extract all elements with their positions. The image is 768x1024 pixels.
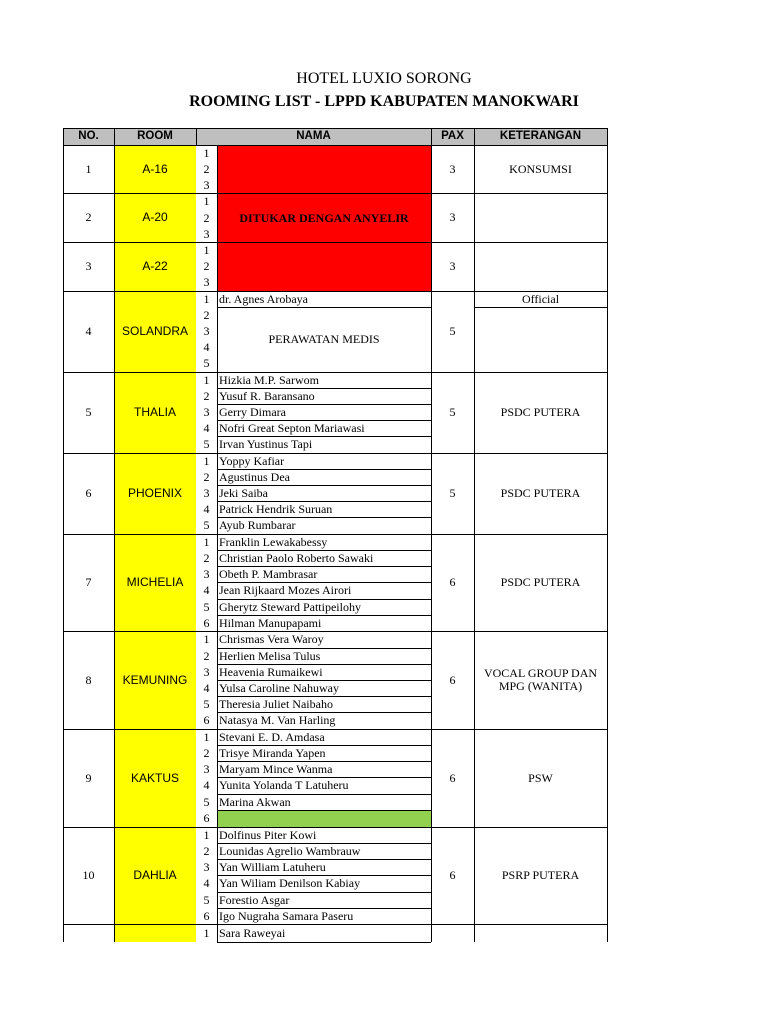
bed-number: 1 — [203, 242, 210, 257]
guest-name: Jean Rijkaard Mozes Airori — [219, 583, 352, 597]
room-name: KEMUNING — [122, 672, 188, 687]
bed-number: 2 — [203, 843, 210, 858]
header-nama: NAMA — [296, 130, 331, 142]
guest-name: Yulsa Caroline Nahuway — [219, 680, 339, 695]
exchange-note: DITUKAR DENGAN ANYELIR — [239, 210, 409, 225]
guest-name: Gherytz Steward Pattipeilohy — [219, 599, 361, 614]
grid-line — [63, 128, 64, 942]
guest-name: dr. Agnes Arobaya — [219, 291, 308, 306]
bed-number: 4 — [203, 583, 210, 597]
guest-name: Franklin Lewakabessy — [219, 534, 328, 549]
bed-number: 1 — [203, 145, 210, 160]
keterangan-cell: KONSUMSI — [509, 161, 572, 176]
bed-number: 3 — [203, 859, 210, 874]
bed-number: 4 — [203, 339, 210, 354]
row-number: 4 — [85, 324, 92, 338]
bed-number: 1 — [203, 291, 210, 306]
guest-name: Trisye Miranda Yapen — [219, 745, 326, 760]
guest-name: Obeth P. Mambrasar — [219, 566, 318, 581]
grid-line — [217, 388, 431, 389]
bed-number: 2 — [203, 388, 210, 403]
room-name: A-22 — [142, 259, 168, 273]
bed-number: 1 — [203, 827, 210, 842]
grid-line — [63, 145, 607, 146]
grid-line — [217, 680, 431, 681]
hotel-title: HOTEL LUXIO SORONG — [296, 70, 472, 87]
bed-number: 3 — [203, 404, 210, 419]
bed-number: 4 — [203, 680, 210, 695]
grid-line — [217, 566, 431, 567]
pax-count: 5 — [449, 486, 456, 500]
guest-name: Lounidas Agrelio Wambrauw — [219, 843, 361, 858]
keterangan-cell: PSDC PUTERA — [500, 486, 581, 500]
guest-name: Ayub Rumbarar — [219, 518, 296, 532]
bed-number: 3 — [203, 485, 210, 500]
bed-number: 4 — [203, 420, 210, 435]
guest-name: Forestio Asgar — [219, 892, 290, 907]
row-number: 5 — [85, 405, 92, 419]
pax-count: 6 — [449, 575, 456, 589]
guest-name: Irvan Yustinus Tapi — [219, 437, 313, 451]
bed-number: 2 — [203, 210, 210, 225]
guest-name: Christian Paolo Roberto Sawaki — [219, 550, 374, 565]
bed-number: 3 — [203, 323, 210, 338]
room-name: MICHELIA — [126, 575, 184, 589]
grid-line — [431, 128, 432, 942]
grid-line — [217, 485, 431, 486]
medical-note: PERAWATAN MEDIS — [268, 332, 380, 346]
grid-line — [217, 501, 431, 502]
room-name: DAHLIA — [133, 868, 177, 882]
bed-number: 6 — [203, 713, 210, 727]
grid-line — [474, 128, 475, 942]
bed-number: 3 — [203, 177, 210, 192]
room-name — [114, 924, 196, 942]
pax-count: 6 — [449, 770, 456, 785]
bed-number: 2 — [203, 550, 210, 565]
grid-line — [217, 942, 431, 943]
guest-name: Yoppy Kafiar — [219, 453, 285, 468]
grid-line — [196, 128, 197, 145]
grid-line — [63, 372, 607, 373]
header-room: ROOM — [137, 130, 173, 142]
room-name: A-16 — [142, 161, 168, 176]
bed-number: 6 — [203, 615, 210, 630]
keterangan-cell: Official — [521, 291, 560, 306]
grid-line — [63, 291, 607, 292]
guest-name: Sara Raweyai — [219, 925, 286, 940]
grid-line — [217, 550, 431, 551]
guest-name: Theresia Juliet Naibaho — [219, 696, 333, 711]
grid-line — [63, 924, 607, 925]
bed-number: 5 — [203, 518, 210, 532]
bed-number: 1 — [203, 453, 210, 468]
header-no: NO. — [78, 130, 99, 142]
row-number: 6 — [85, 486, 92, 500]
grid-line — [63, 193, 607, 194]
guest-name: Heavenia Rumaikewi — [219, 664, 323, 679]
grid-line — [217, 696, 431, 697]
bed-number: 5 — [203, 599, 210, 614]
document-title: ROOMING LIST - LPPD KABUPATEN MANOKWARI — [189, 93, 579, 110]
grid-line — [217, 517, 431, 518]
guest-name: Hizkia M.P. Sarwom — [219, 372, 319, 387]
grid-line — [217, 307, 431, 308]
bed-number: 2 — [203, 258, 210, 273]
grid-line — [217, 664, 431, 665]
grid-line — [217, 875, 431, 876]
bed-number: 6 — [203, 908, 210, 923]
keterangan-cell: VOCAL GROUP DAN MPG (WANITA) — [483, 666, 598, 693]
room-name: SOLANDRA — [121, 324, 189, 338]
bed-number: 2 — [203, 307, 210, 322]
bed-number: 5 — [203, 437, 210, 451]
grid-line — [217, 777, 431, 778]
bed-number: 1 — [203, 372, 210, 387]
row-number — [63, 924, 114, 942]
bed-number: 1 — [203, 534, 210, 549]
bed-number: 3 — [203, 226, 210, 241]
guest-name: Herlien Melisa Tulus — [219, 648, 321, 663]
grid-line — [217, 145, 218, 942]
guest-name: Hilman Manupapami — [219, 615, 322, 630]
keterangan-cell — [474, 193, 607, 242]
bed-number: 1 — [203, 729, 210, 744]
bed-number: 6 — [203, 811, 210, 825]
bed-number: 4 — [203, 778, 210, 792]
bed-number: 3 — [203, 566, 210, 581]
bed-number: 2 — [203, 745, 210, 760]
room-name: A-20 — [142, 210, 168, 224]
pax-count — [431, 924, 474, 942]
grid-line — [63, 242, 607, 243]
grid-line — [217, 810, 431, 811]
grid-line — [63, 631, 607, 632]
row-number: 8 — [85, 672, 92, 687]
grid-line — [217, 908, 431, 909]
header-pax: PAX — [441, 130, 464, 142]
bed-number: 3 — [203, 275, 210, 289]
bed-number: 5 — [203, 892, 210, 907]
keterangan-cell: PSW — [528, 770, 553, 785]
bed-number: 1 — [203, 194, 210, 208]
bed-number: 3 — [203, 664, 210, 679]
grid-line — [217, 420, 431, 421]
guest-name — [217, 810, 431, 827]
guest-name: Nofri Great Septon Mariawasi — [219, 420, 365, 435]
guest-name: Stevani E. D. Amdasa — [219, 729, 325, 744]
grid-line — [217, 794, 431, 795]
keterangan-cell — [474, 242, 607, 291]
grid-line — [607, 128, 608, 942]
grid-line — [217, 843, 431, 844]
grid-line — [217, 404, 431, 405]
room-name: KAKTUS — [130, 770, 179, 785]
bed-number: 2 — [203, 161, 210, 176]
bed-number: 4 — [203, 501, 210, 516]
grid-line — [217, 648, 431, 649]
grid-line — [63, 534, 607, 535]
keterangan-cell: PSDC PUTERA — [500, 575, 581, 589]
bed-number: 1 — [203, 632, 210, 646]
grid-line — [217, 469, 431, 470]
grid-line — [63, 128, 607, 129]
guest-name: Agustinus Dea — [219, 469, 290, 484]
row-number: 9 — [85, 770, 92, 785]
keterangan-cell — [474, 924, 607, 942]
bed-number: 1 — [203, 925, 210, 940]
grid-line — [474, 307, 607, 308]
pax-count: 6 — [449, 672, 456, 687]
grid-line — [217, 892, 431, 893]
keterangan-cell: PSRP PUTERA — [501, 868, 580, 882]
room-name: THALIA — [133, 405, 176, 419]
guest-name: Natasya M. Van Harling — [219, 713, 336, 727]
bed-number: 4 — [203, 876, 210, 890]
pax-count: 3 — [449, 259, 456, 273]
keterangan-cell: PSDC PUTERA — [500, 405, 581, 419]
grid-line — [217, 761, 431, 762]
grid-line — [217, 599, 431, 600]
bed-number: 3 — [203, 761, 210, 776]
row-number: 3 — [85, 259, 92, 273]
pax-count: 5 — [449, 405, 456, 419]
pax-count: 3 — [449, 161, 456, 176]
row-number: 7 — [85, 575, 92, 589]
bed-number: 2 — [203, 469, 210, 484]
row-number: 2 — [85, 210, 92, 224]
bed-number: 2 — [203, 648, 210, 663]
row-number: 1 — [85, 161, 92, 176]
bed-number: 5 — [203, 794, 210, 809]
grid-line — [217, 582, 431, 583]
guest-name: Gerry Dimara — [219, 404, 286, 419]
pax-count: 3 — [449, 210, 456, 224]
grid-line — [63, 729, 607, 730]
row-number: 10 — [82, 868, 95, 882]
grid-line — [217, 615, 431, 616]
grid-line — [217, 712, 431, 713]
header-keterangan: KETERANGAN — [499, 130, 582, 142]
bed-number: 5 — [203, 356, 210, 370]
room-name: PHOENIX — [127, 486, 182, 500]
bed-number: 5 — [203, 696, 210, 711]
guest-name: Patrick Hendrik Suruan — [219, 501, 333, 516]
grid-line — [217, 436, 431, 437]
guest-name: Yan William Latuheru — [219, 859, 326, 874]
guest-name: Chrismas Vera Waroy — [219, 632, 324, 646]
guest-name: Dolfinus Piter Kowi — [219, 827, 317, 842]
guest-name: Maryam Mince Wanma — [219, 761, 333, 776]
grid-line — [114, 128, 115, 942]
guest-name: Yusuf R. Baransano — [219, 388, 315, 403]
grid-line — [217, 859, 431, 860]
guest-name: Yan Wiliam Denilson Kabiay — [219, 876, 361, 890]
guest-name: Marina Akwan — [219, 794, 291, 809]
guest-name: Igo Nugraha Samara Paseru — [219, 908, 354, 923]
grid-line — [63, 827, 607, 828]
pax-count: 6 — [449, 868, 456, 882]
pax-count: 5 — [449, 324, 456, 338]
grid-line — [63, 453, 607, 454]
grid-line — [217, 745, 431, 746]
guest-name: Yunita Yolanda T Latuheru — [219, 778, 349, 792]
guest-name: Jeki Saiba — [219, 485, 268, 500]
